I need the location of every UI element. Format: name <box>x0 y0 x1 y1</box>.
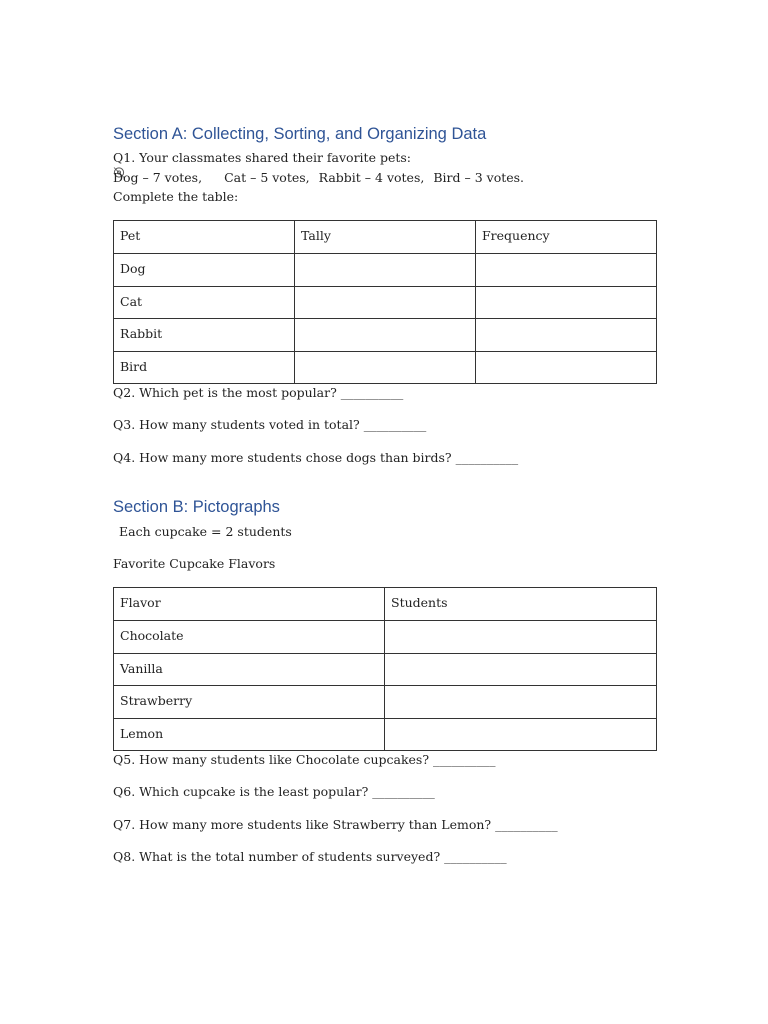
pet-name-cell: Cat <box>114 287 295 319</box>
tally-cell[interactable] <box>295 319 476 352</box>
vote-bird: Bird – 3 votes. <box>433 170 525 185</box>
pictograph-key: Each cupcake = 2 students <box>119 524 292 539</box>
students-cell[interactable] <box>385 654 657 686</box>
table-row <box>114 719 657 751</box>
question-q5: Q5. How many students like Chocolate cupcakes? __________ <box>113 752 496 767</box>
table-row <box>114 319 657 352</box>
vote-rabbit: Rabbit – 4 votes, <box>318 170 425 185</box>
question-q7: Q7. How many more students like Strawberry than Lemon? __________ <box>113 817 558 832</box>
table-row <box>114 254 657 287</box>
vote-cat: Cat – 5 votes, <box>224 170 310 185</box>
question-q6: Q6. Which cupcake is the least popular? __________ <box>113 784 435 799</box>
flavor-name-cell: Vanilla <box>114 654 385 686</box>
pet-name-cell: Bird <box>114 352 295 384</box>
section-a-heading: Section A: Collecting, Sorting, and Organizing Data <box>113 125 487 143</box>
question-q4: Q4. How many more students chose dogs than birds? __________ <box>113 450 519 465</box>
flavor-name-cell: Lemon <box>114 719 385 751</box>
tally-cell[interactable] <box>295 254 476 287</box>
pet-name-cell: Rabbit <box>114 319 295 352</box>
frequency-cell[interactable] <box>476 287 657 319</box>
header-tally: Tally <box>295 221 476 254</box>
header-flavor: Flavor <box>114 588 385 621</box>
table-row <box>114 352 657 384</box>
header-students: Students <box>385 588 657 621</box>
table-row <box>114 621 657 654</box>
students-cell[interactable] <box>385 686 657 719</box>
question-q8: Q8. What is the total number of students surveyed? __________ <box>113 849 507 864</box>
flavor-name-cell: Strawberry <box>114 686 385 719</box>
flavor-name-cell: Chocolate <box>114 621 385 654</box>
cupcake-pictograph-table <box>113 587 657 751</box>
table-header-row <box>114 588 657 621</box>
table-row <box>114 287 657 319</box>
vote-dog: Dog – 7 votes, <box>113 170 203 185</box>
section-b-heading: Section B: Pictographs <box>113 498 280 516</box>
q1-text: Q1. Your classmates shared their favorite pets: <box>113 150 411 165</box>
vote-list <box>113 170 524 186</box>
question-q3: Q3. How many students voted in total? __________ <box>113 417 427 432</box>
tally-cell[interactable] <box>295 287 476 319</box>
table-header-row <box>114 221 657 254</box>
table-row <box>114 654 657 686</box>
table-row <box>114 686 657 719</box>
question-q2: Q2. Which pet is the most popular? __________ <box>113 385 404 400</box>
table-instruction: Complete the table: <box>113 189 239 204</box>
students-cell[interactable] <box>385 719 657 751</box>
frequency-cell[interactable] <box>476 319 657 352</box>
header-pet: Pet <box>114 221 295 254</box>
frequency-cell[interactable] <box>476 254 657 287</box>
pictograph-caption: Favorite Cupcake Flavors <box>113 556 276 571</box>
pet-tally-table <box>113 220 657 384</box>
students-cell[interactable] <box>385 621 657 654</box>
frequency-cell[interactable] <box>476 352 657 384</box>
header-frequency: Frequency <box>476 221 657 254</box>
tally-cell[interactable] <box>295 352 476 384</box>
pet-name-cell: Dog <box>114 254 295 287</box>
